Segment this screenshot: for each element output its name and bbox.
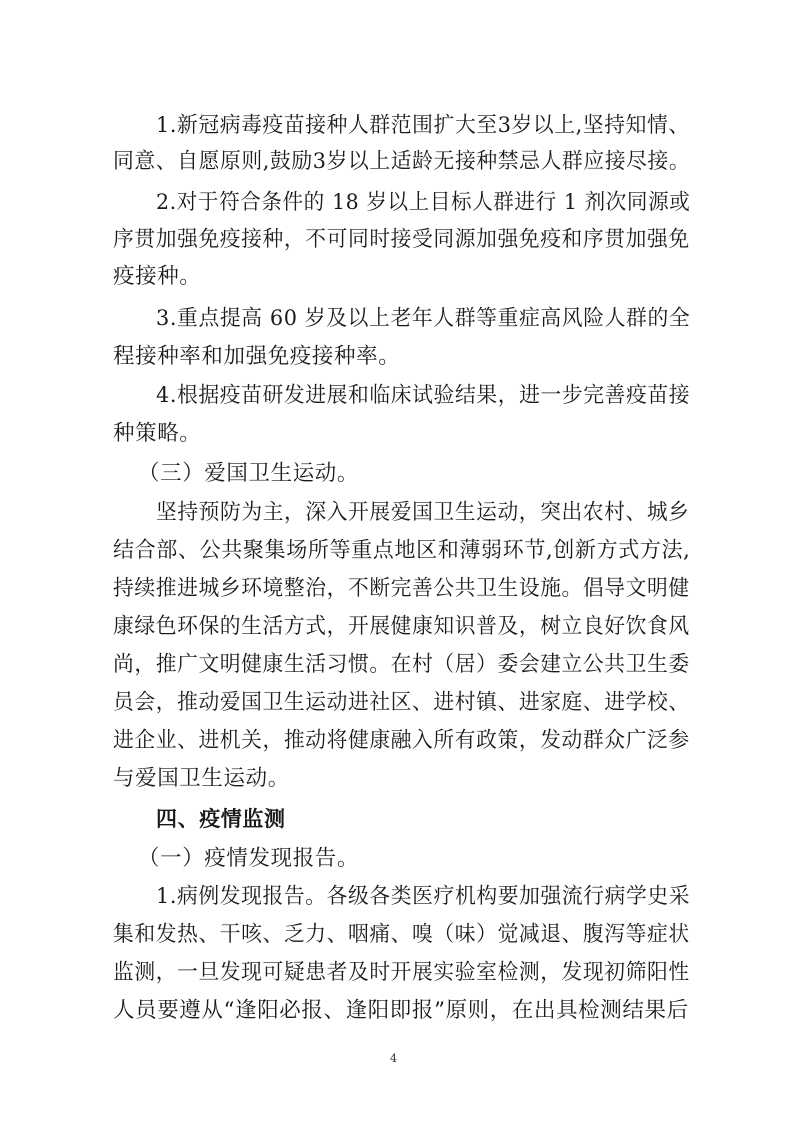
text-line-13: 持续推进城乡环境整治，不断完善公共卫生设施。倡导文明健 bbox=[113, 576, 690, 601]
text-line-12: 结合部、公共聚集场所等重点地区和薄弱环节,创新方式方法, bbox=[113, 538, 691, 563]
page-number: 4 bbox=[390, 1052, 397, 1065]
text-line-3: 2.对于符合条件的 18 岁以上目标人群进行 1 剂次同源或 bbox=[156, 190, 691, 215]
text-line-5: 疫接种。 bbox=[113, 264, 202, 289]
text-line-16: 员会，推动爱国卫生运动进社区、进村镇、进家庭、进学校、 bbox=[113, 690, 690, 715]
text-line-8: 4.根据疫苗研发进展和临床试验结果，进一步完善疫苗接 bbox=[156, 383, 691, 408]
text-line-9: 种策略。 bbox=[113, 421, 202, 446]
text-line-14: 康绿色环保的生活方式，开展健康知识普及，树立良好饮食风 bbox=[113, 614, 690, 639]
chapter-heading-4: 四、疫情监测 bbox=[156, 807, 286, 831]
section-heading-1: （一）疫情发现报告。 bbox=[138, 846, 360, 871]
text-line-6: 3.重点提高 60 岁及以上老年人群等重症高风险人群的全 bbox=[156, 306, 691, 331]
text-line-7: 程接种率和加强免疫接种率。 bbox=[113, 344, 401, 369]
text-line-23: 监测，一旦发现可疑患者及时开展实验室检测，发现初筛阳性 bbox=[113, 960, 690, 985]
text-line-15: 尚，推广文明健康生活习惯。在村（居）委会建立公共卫生委 bbox=[113, 652, 690, 677]
text-line-1: 1.新冠病毒疫苗接种人群范围扩大至3岁以上,坚持知情、 bbox=[156, 113, 690, 138]
text-line-11: 坚持预防为主，深入开展爱国卫生运动，突出农村、城乡 bbox=[156, 500, 690, 525]
text-line-2: 同意、自愿原则,鼓励3岁以上适龄无接种禁忌人群应接尽接。 bbox=[113, 149, 691, 174]
text-line-21: 1.病例发现报告。各级各类医疗机构要加强流行病学史采 bbox=[156, 884, 691, 909]
section-heading-3: （三）爱国卫生运动。 bbox=[138, 461, 360, 486]
text-line-4: 序贯加强免疫接种，不可同时接受同源加强免疫和序贯加强免 bbox=[113, 227, 690, 252]
text-line-22: 集和发热、干咳、乏力、咽痛、嗅（味）觉减退、腹泻等症状 bbox=[113, 922, 690, 947]
text-line-17: 进企业、进机关，推动将健康融入所有政策，发动群众广泛参 bbox=[113, 728, 690, 753]
text-line-24: 人员要遵从“逢阳必报、逢阳即报”原则，在出具检测结果后 bbox=[113, 998, 689, 1023]
text-line-18: 与爱国卫生运动。 bbox=[113, 766, 290, 791]
